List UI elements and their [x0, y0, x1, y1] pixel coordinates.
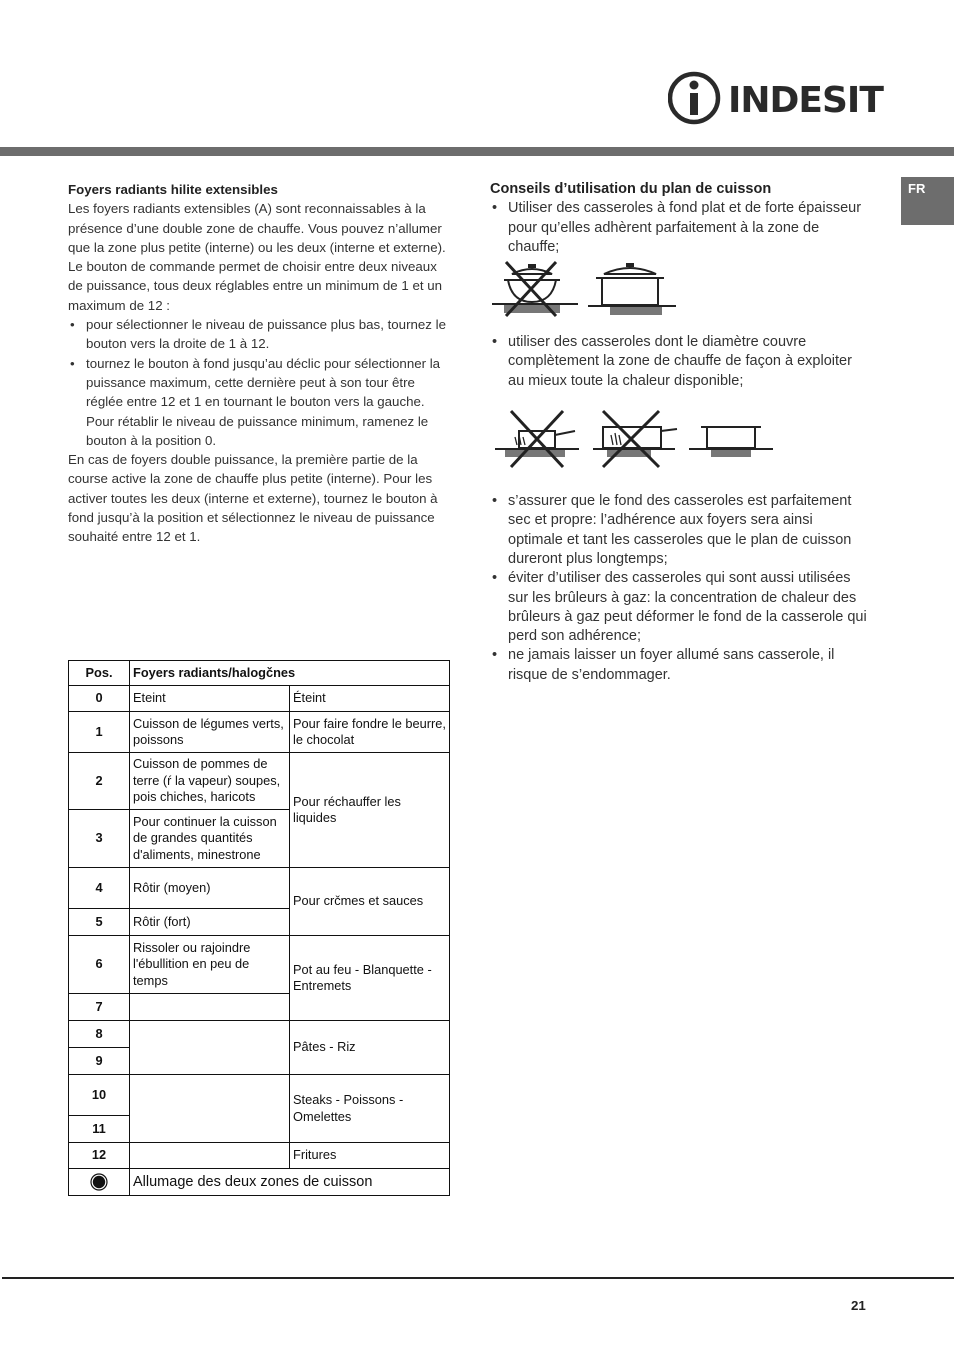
power-settings-table: [68, 660, 450, 1196]
pot-flat-bottom-illustration: [490, 258, 690, 320]
footer-rule: [2, 1277, 954, 1279]
bullet-list: [68, 315, 450, 450]
left-column: [68, 180, 450, 547]
table-row: 6 Rissoler ou rajoindre l'ébullition en peu de temps Pot au feu - Blanquette - Entremets: [69, 936, 450, 994]
double-zone-icon: [90, 1173, 108, 1191]
table-row: 0 Eteint Éteint: [69, 686, 450, 712]
table-row: 5 Rôtir (fort): [69, 909, 450, 936]
page-number: 21: [851, 1298, 866, 1313]
paragraph: Le bouton de commande permet de choisir entre deux niveaux de puissance, tous deux réglables entre un minimum de 1 et un maximum de 12 :: [68, 259, 443, 313]
correct-pot-icon: [588, 263, 676, 315]
bullet-list: [490, 199, 870, 257]
table-header: [69, 661, 450, 686]
list-item: • pour sélectionner le niveau de puissance plus bas, tournez le bouton vers la droite de 1 à 12.: [68, 315, 450, 354]
paragraph: Les foyers radiants extensibles (A) sont reconnaissables à la présence d’une double zone de chauffe. Vous pouvez n’allumer que la zone plus petite (interne) ou les deux (interne et externe).: [68, 201, 446, 255]
crossed-large-pot-icon: [593, 411, 677, 467]
paragraph: En cas de foyers double puissance, la première partie de la course active la zone de chauffe plus petite (interne). Pour les activer toutes les deux (interne et externe), tournez le bouton à fond jusqu’à la position et sélectionnez le niveau de puissance souhaité entre 12 et 1.: [68, 452, 438, 545]
header-label: Foyers radiants/halogčnes: [130, 661, 450, 686]
list-item: • s’assurer que le fond des casseroles est parfaitement sec et propre: l’adhérence aux foyers sera ainsi optimale et tant les casseroles que le plan de cuisson dureront plus longtemps;: [490, 492, 870, 569]
table-row: 12 Fritures: [69, 1143, 450, 1169]
section-title-conseils: Conseils d’utilisation du plan de cuisson: [490, 181, 772, 197]
table-row: 8 Pâtes - Riz: [69, 1021, 450, 1048]
crossed-pot-icon: [492, 262, 578, 316]
brand-wordmark: INDESIT: [728, 80, 883, 121]
table-row: 7: [69, 994, 450, 1021]
list-item: • utiliser des casseroles dont le diamètre couvre complètement la zone de chauffe de façon à exploiter au mieux toute la chaleur disponible;: [490, 333, 870, 391]
table-row: Allumage des deux zones de cuisson: [69, 1169, 450, 1196]
bullet-list: [490, 492, 870, 685]
list-item: • Utiliser des casseroles à fond plat et de forte épaisseur pour qu’elles adhèrent parfaitement à la zone de chauffe;: [490, 199, 870, 257]
table-row: 9: [69, 1048, 450, 1075]
bullet-list: [490, 333, 870, 391]
pot-diameter-illustration: [493, 405, 775, 469]
header-pos: Pos.: [69, 661, 130, 686]
list-item: • éviter d’utiliser des casseroles qui sont aussi utilisées sur les brûleurs à gaz: la concentration de chaleur des brûleurs à gaz peut déformer le fond de la casserole qui perd son adhérence;: [490, 569, 870, 646]
language-tab: FR: [901, 177, 954, 225]
crossed-small-pot-icon: [495, 411, 579, 467]
table-row: 2 Cuisson de pommes de terre (ŕ la vapeur) soupes, pois chiches, haricots Pour réchauffer les liquides: [69, 753, 450, 810]
table-row: 10 Steaks - Poissons - Omelettes: [69, 1075, 450, 1116]
table-row: 4 Rôtir (moyen) Pour crčmes et sauces: [69, 868, 450, 909]
list-item: • tournez le bouton à fond jusqu’au déclic pour sélectionner la puissance maximum, cette dernière peut à son tour être réglée entre 12 et 1 en tournant le bouton vers la gauche. Pour rétablir le niveau de puissance minimum, ramenez le bouton à la position 0.: [68, 354, 450, 450]
header-bar: [0, 147, 954, 156]
table-row: 11: [69, 1116, 450, 1143]
correct-pot-icon: [689, 427, 773, 457]
section-title-foyers: Foyers radiants hilite extensibles: [68, 182, 278, 197]
table-row: 1 Cuisson de légumes verts, poissons Pour faire fondre le beurre, le chocolat: [69, 712, 450, 753]
list-item: • ne jamais laisser un foyer allumé sans casserole, il risque de s’endommager.: [490, 646, 870, 685]
table-row: 3 Pour continuer la cuisson de grandes quantités d'aliments, minestrone: [69, 810, 450, 868]
